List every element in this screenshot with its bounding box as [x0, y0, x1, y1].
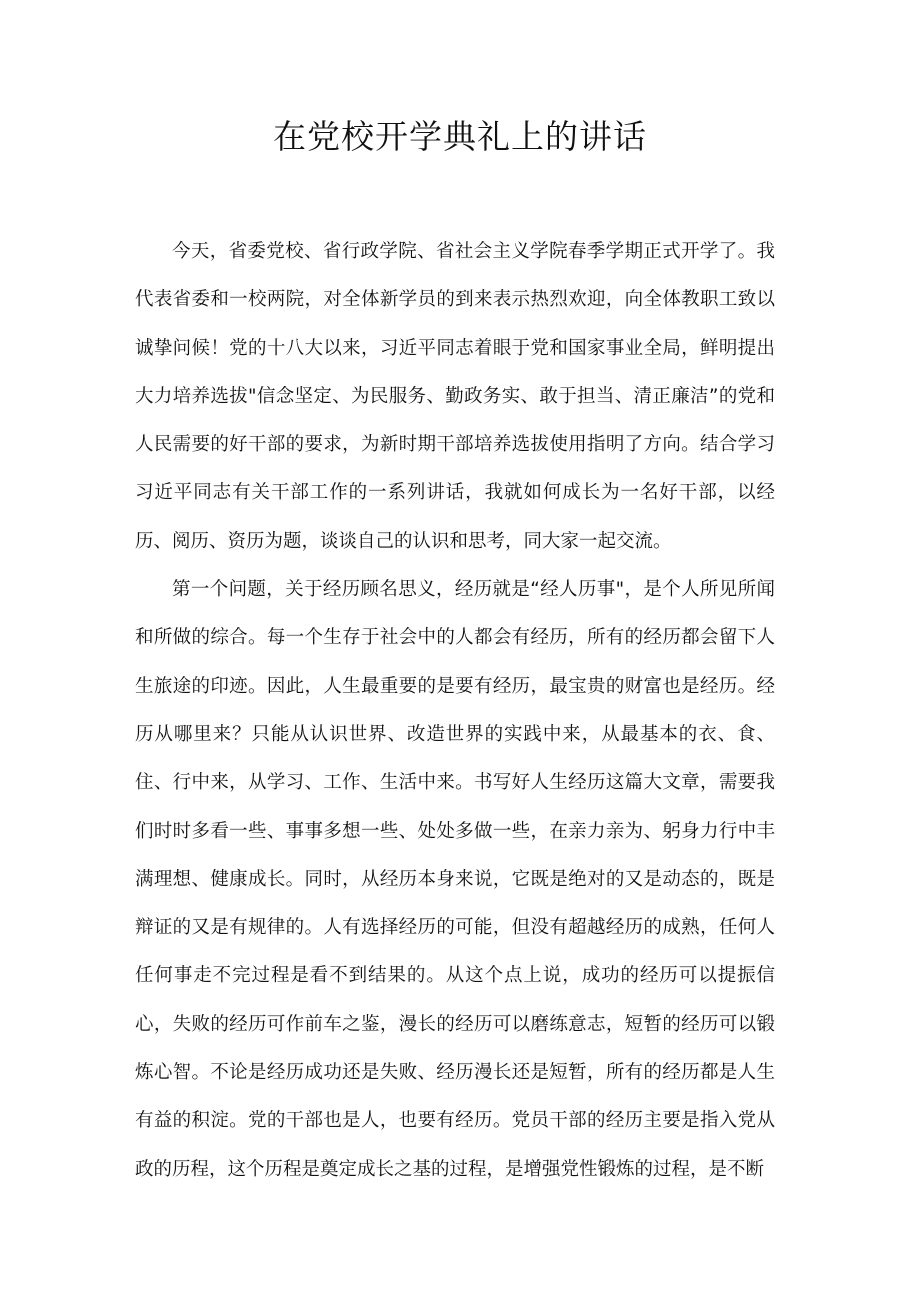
- document-body: [135, 228, 775, 1194]
- paragraph-experience: 第一个问题，关于经历顾名思义，经历就是“经人历事"，是个人所见所闻和所做的综合。每一个生存于社会中的人都会有经历，所有的经历都会留下人生旅途的印迹。因此，人生最重要的是要有经历，最宝贵的财富也是经历。经历从哪里来？只能从认识世界、改造世界的实践中来，从最基本的衣、食、住、行中来，从学习、工作、生活中来。书写好人生经历这篇大文章，需要我们时时多看一些、事事多想一些、处处多做一些，在亲力亲为、躬身力行中丰满理想、健康成长。同时，从经历本身来说，它既是绝对的又是动态的，既是辩证的又是有规律的。人有选择经历的可能，但没有超越经历的成熟，任何人任何事走不完过程是看不到结果的。从这个点上说，成功的经历可以提振信心，失败的经历可作前车之鉴，漫长的经历可以磨练意志，短暂的经历可以锻炼心智。不论是经历成功还是失败、经历漫长还是短暂，所有的经历都是人生有益的积淀。党的干部也是人，也要有经历。党员干部的经历主要是指入党从政的历程，这个历程是奠定成长之基的过程，是增强党性锻炼的过程，是不断: [135, 579, 775, 1180]
- paragraph-intro: 今天，省委党校、省行政学院、省社会主义学院春季学期正式开学了。我代表省委和一校两院，对全体新学员的到来表示热烈欢迎，向全体教职工致以诚挚问候！党的十八大以来，习近平同志着眼于党和国家事业全局，鲜明提出大力培养选拔"信念坚定、为民服务、勤政务实、敢于担当、清正廉洁”的党和人民需要的好干部的要求，为新时期干部培养选拔使用指明了方向。结合学习习近平同志有关干部工作的一系列讲话，我就如何成长为一名好干部，以经历、阅历、资历为题，谈谈自己的认识和思考，同大家一起交流。: [135, 241, 775, 552]
- document-title: 在党校开学典礼上的讲话: [273, 117, 647, 156]
